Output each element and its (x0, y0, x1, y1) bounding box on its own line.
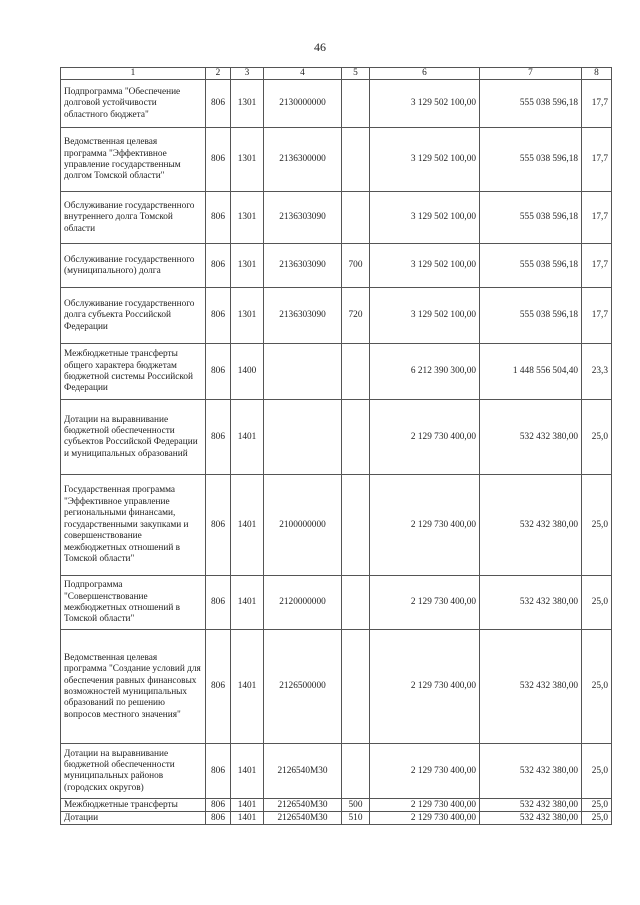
header-cell: 1 (61, 68, 206, 80)
row-actual-amount: 555 038 596,18 (480, 80, 582, 128)
header-cell: 2 (206, 68, 231, 80)
row-percent: 23,3 (582, 344, 612, 400)
table-row (61, 799, 612, 812)
page-number: 46 (314, 40, 326, 54)
table-row (61, 80, 612, 128)
row-target-code: 2136300000 (264, 128, 342, 192)
row-actual-amount: 555 038 596,18 (480, 244, 582, 288)
row-section-code: 1401 (231, 744, 264, 799)
row-percent: 17,7 (582, 128, 612, 192)
row-name: Дотации (61, 812, 206, 825)
row-target-code: 2126540М30 (264, 799, 342, 812)
row-section-code: 1400 (231, 344, 264, 400)
row-section-code: 1401 (231, 812, 264, 825)
row-percent: 17,7 (582, 80, 612, 128)
row-section-code: 1401 (231, 799, 264, 812)
row-actual-amount: 555 038 596,18 (480, 128, 582, 192)
row-section-code: 1301 (231, 128, 264, 192)
row-percent: 25,0 (582, 576, 612, 630)
row-plan-amount: 3 129 502 100,00 (370, 192, 480, 244)
table-row (61, 576, 612, 630)
row-actual-amount: 532 432 380,00 (480, 576, 582, 630)
row-section-code: 1301 (231, 192, 264, 244)
row-percent: 17,7 (582, 192, 612, 244)
row-actual-amount: 532 432 380,00 (480, 812, 582, 825)
table-row (61, 475, 612, 576)
row-expense-type (342, 80, 370, 128)
row-name: Ведомственная целевая программа "Создание условий для обеспечения равных финансовых возможностей муниципальных образований по решению вопросов местного значения" (61, 630, 206, 744)
row-percent: 17,7 (582, 288, 612, 344)
row-percent: 25,0 (582, 799, 612, 812)
row-name: Дотации на выравнивание бюджетной обеспеченности муниципальных районов (городских округов) (61, 744, 206, 799)
row-expense-type (342, 192, 370, 244)
row-section-code: 1301 (231, 288, 264, 344)
row-plan-amount: 2 129 730 400,00 (370, 744, 480, 799)
row-expense-type (342, 400, 370, 475)
row-plan-amount: 2 129 730 400,00 (370, 630, 480, 744)
header-cell: 8 (582, 68, 612, 80)
row-expense-type (342, 744, 370, 799)
row-plan-amount: 3 129 502 100,00 (370, 288, 480, 344)
table-row (61, 744, 612, 799)
table-row (61, 630, 612, 744)
row-actual-amount: 532 432 380,00 (480, 799, 582, 812)
row-expense-type: 720 (342, 288, 370, 344)
row-name: Обслуживание государственного внутреннего долга Томской области (61, 192, 206, 244)
row-ministry-code: 806 (206, 244, 231, 288)
header-cell: 7 (480, 68, 582, 80)
row-actual-amount: 1 448 556 504,40 (480, 344, 582, 400)
table-row (61, 812, 612, 825)
row-plan-amount: 3 129 502 100,00 (370, 244, 480, 288)
row-section-code: 1401 (231, 630, 264, 744)
row-ministry-code: 806 (206, 475, 231, 576)
table-row (61, 344, 612, 400)
row-target-code: 2126540М30 (264, 812, 342, 825)
row-ministry-code: 806 (206, 288, 231, 344)
row-name: Межбюджетные трансферты (61, 799, 206, 812)
row-actual-amount: 555 038 596,18 (480, 288, 582, 344)
table-row (61, 288, 612, 344)
row-name: Обслуживание государственного долга субъекта Российской Федерации (61, 288, 206, 344)
row-ministry-code: 806 (206, 799, 231, 812)
row-name: Дотации на выравнивание бюджетной обеспеченности субъектов Российской Федерации и муниципальных образований (61, 400, 206, 475)
row-ministry-code: 806 (206, 812, 231, 825)
row-target-code (264, 400, 342, 475)
row-name: Межбюджетные трансферты общего характера бюджетам бюджетной системы Российской Федерации (61, 344, 206, 400)
header-row (61, 68, 612, 80)
row-name: Подпрограмма "Обеспечение долговой устойчивости областного бюджета" (61, 80, 206, 128)
row-expense-type (342, 630, 370, 744)
row-percent: 17,7 (582, 244, 612, 288)
header-cell: 5 (342, 68, 370, 80)
row-ministry-code: 806 (206, 192, 231, 244)
row-actual-amount: 532 432 380,00 (480, 400, 582, 475)
row-section-code: 1301 (231, 80, 264, 128)
row-ministry-code: 806 (206, 344, 231, 400)
row-plan-amount: 3 129 502 100,00 (370, 80, 480, 128)
row-ministry-code: 806 (206, 576, 231, 630)
row-section-code: 1401 (231, 475, 264, 576)
row-percent: 25,0 (582, 812, 612, 825)
row-actual-amount: 532 432 380,00 (480, 744, 582, 799)
row-expense-type: 700 (342, 244, 370, 288)
row-section-code: 1401 (231, 576, 264, 630)
row-ministry-code: 806 (206, 400, 231, 475)
row-percent: 25,0 (582, 475, 612, 576)
row-plan-amount: 2 129 730 400,00 (370, 812, 480, 825)
row-section-code: 1401 (231, 400, 264, 475)
row-section-code: 1301 (231, 244, 264, 288)
row-expense-type (342, 475, 370, 576)
row-ministry-code: 806 (206, 744, 231, 799)
row-actual-amount: 532 432 380,00 (480, 630, 582, 744)
row-plan-amount: 2 129 730 400,00 (370, 576, 480, 630)
row-actual-amount: 555 038 596,18 (480, 192, 582, 244)
table-row (61, 400, 612, 475)
row-expense-type (342, 344, 370, 400)
row-name: Государственная программа "Эффективное управление региональными финансами, государственными закупками и совершенствование межбюджетных отношений в Томской области" (61, 475, 206, 576)
row-target-code: 2126500000 (264, 630, 342, 744)
row-target-code: 2136303090 (264, 192, 342, 244)
row-plan-amount: 2 129 730 400,00 (370, 475, 480, 576)
row-plan-amount: 2 129 730 400,00 (370, 400, 480, 475)
budget-table (60, 67, 612, 825)
row-target-code: 2100000000 (264, 475, 342, 576)
row-target-code: 2120000000 (264, 576, 342, 630)
table-row (61, 128, 612, 192)
table-row (61, 192, 612, 244)
row-target-code (264, 344, 342, 400)
row-expense-type (342, 576, 370, 630)
row-ministry-code: 806 (206, 630, 231, 744)
row-name: Обслуживание государственного (муниципального) долга (61, 244, 206, 288)
row-percent: 25,0 (582, 400, 612, 475)
header-cell: 6 (370, 68, 480, 80)
row-expense-type: 510 (342, 812, 370, 825)
row-plan-amount: 6 212 390 300,00 (370, 344, 480, 400)
row-ministry-code: 806 (206, 80, 231, 128)
row-ministry-code: 806 (206, 128, 231, 192)
row-percent: 25,0 (582, 744, 612, 799)
row-name: Подпрограмма "Совершенствование межбюджетных отношений в Томской области" (61, 576, 206, 630)
row-target-code: 2130000000 (264, 80, 342, 128)
row-target-code: 2126540М30 (264, 744, 342, 799)
header-cell: 4 (264, 68, 342, 80)
row-actual-amount: 532 432 380,00 (480, 475, 582, 576)
row-target-code: 2136303090 (264, 288, 342, 344)
row-expense-type: 500 (342, 799, 370, 812)
row-percent: 25,0 (582, 630, 612, 744)
row-name: Ведомственная целевая программа "Эффективное управление государственным долгом Томской области" (61, 128, 206, 192)
table-row (61, 244, 612, 288)
row-target-code: 2136303090 (264, 244, 342, 288)
row-plan-amount: 2 129 730 400,00 (370, 799, 480, 812)
row-expense-type (342, 128, 370, 192)
header-cell: 3 (231, 68, 264, 80)
row-plan-amount: 3 129 502 100,00 (370, 128, 480, 192)
